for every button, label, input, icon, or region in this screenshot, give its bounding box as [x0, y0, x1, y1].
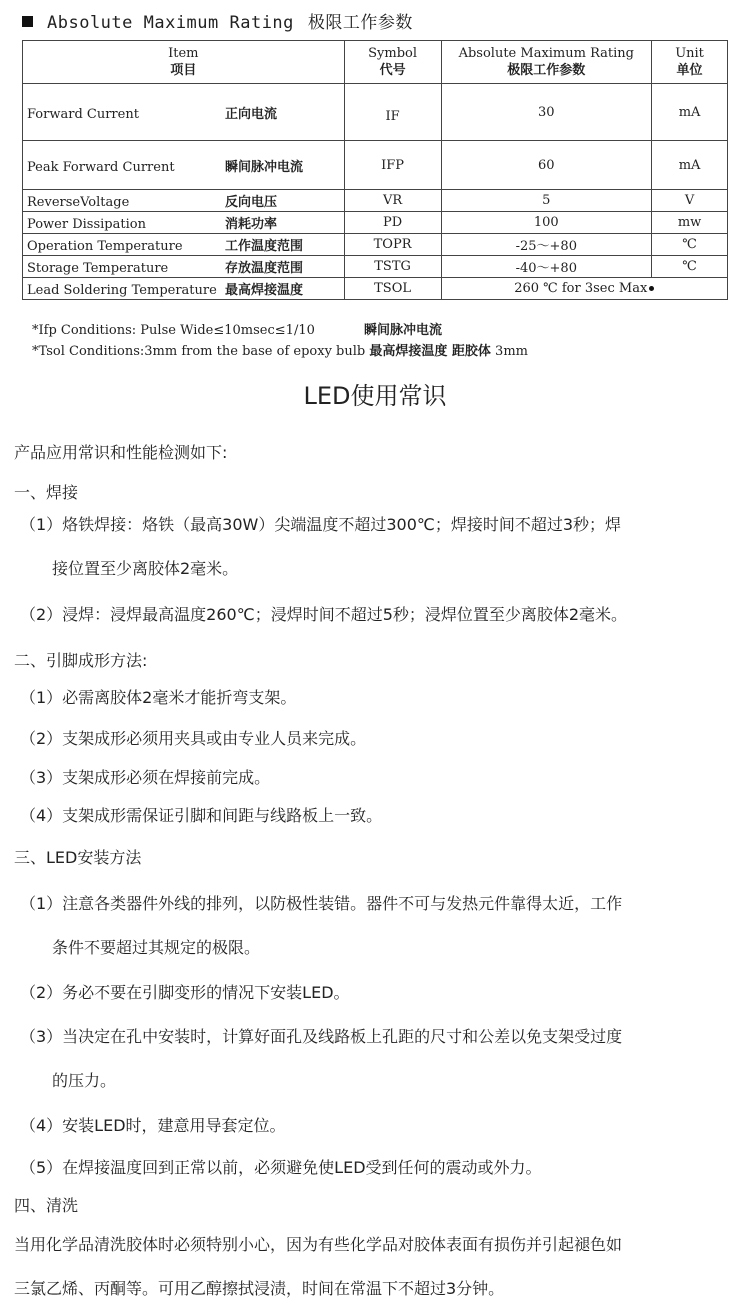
list-item: （4）支架成形需保证引脚和间距与线路板上一致。 — [20, 806, 383, 825]
list-item: 接位置至少离胶体2毫米。 — [52, 559, 239, 578]
list-item: （1）必需离胶体2毫米才能折弯支架。 — [20, 688, 297, 707]
list-item: （1）注意各类器件外线的排列，以防极性装错。器件不可与发热元件靠得太近，工作 — [20, 894, 623, 913]
header-item: Item 项目 — [23, 41, 345, 84]
title-cn: 极限工作参数 — [307, 13, 413, 33]
list-item: （2）支架成形必须用夹具或由专业人员来完成。 — [20, 729, 367, 748]
table-row: ReverseVoltage 反向电压 VR 5 V — [23, 190, 728, 212]
list-item: （2）浸焊：浸焊最高温度260℃；浸焊时间不超过5秒；浸焊位置至少离胶体2毫米。 — [20, 605, 628, 624]
page-title: LED使用常识 — [303, 382, 447, 410]
section-1-heading: 一、焊接 — [14, 483, 79, 502]
header-unit: Unit 单位 — [652, 41, 728, 84]
table-row: Operation Temperature 工作温度范围 TOPR -25～+80 ℃ — [23, 234, 728, 256]
section-heading-max-rating — [22, 8, 413, 33]
list-item: 条件不要超过其规定的极限。 — [52, 938, 261, 957]
list-item: 的压力。 — [52, 1071, 117, 1090]
table-row: Peak Forward Current 瞬间脉冲电流 IFP 60 mA — [23, 141, 728, 190]
bullet-dot-icon — [649, 286, 654, 291]
list-item: （1）烙铁焊接：烙铁（最高30W）尖端温度不超过300℃；焊接时间不超过3秒；焊 — [20, 515, 622, 534]
paragraph: 当用化学品清洗胶体时必须特别小心，因为有些化学品对胶体表面有损伤并引起褪色如 — [14, 1235, 623, 1254]
list-item: （3）支架成形必须在焊接前完成。 — [20, 768, 271, 787]
title-en: Absolute Maximum Rating — [47, 13, 294, 33]
table-row: Forward Current 正向电流 IF 30 mA — [23, 84, 728, 141]
intro-text: 产品应用常识和性能检测如下: — [14, 443, 228, 462]
max-rating-table — [22, 40, 728, 300]
table-row: Power Dissipation 消耗功率 PD 100 mw — [23, 212, 728, 234]
list-item: （5）在焊接温度回到正常以前，必须避免使LED受到任何的震动或外力。 — [20, 1158, 542, 1177]
header-rating: Absolute Maximum Rating 极限工作参数 — [441, 41, 652, 84]
list-item: （4）安装LED时，建意用导套定位。 — [20, 1116, 286, 1135]
list-item: （2）务必不要在引脚变形的情况下安装LED。 — [20, 983, 350, 1002]
square-bullet-icon — [22, 16, 33, 27]
section-3-heading: 三、LED安装方法 — [14, 848, 142, 867]
note-tsol: *Tsol Conditions:3mm from the base of epoxy bulb 最高焊接温度 距胶体 3mm — [32, 344, 528, 359]
table-notes — [32, 320, 528, 362]
list-item: （3）当决定在孔中安装时，计算好面孔及线路板上孔距的尺寸和公差以免支架受过度 — [20, 1027, 623, 1046]
table-header-row — [23, 41, 728, 84]
paragraph: 三氯乙烯、丙酮等。可用乙醇擦拭浸渍，时间在常温下不超过3分钟。 — [14, 1279, 505, 1298]
section-2-heading: 二、引脚成形方法: — [14, 651, 148, 670]
section-4-heading: 四、清洗 — [14, 1196, 79, 1215]
note-ifp: *Ifp Conditions: Pulse Wide≤10msec≤1/10 瞬间脉冲电流 — [32, 323, 443, 338]
header-symbol: Symbol 代号 — [344, 41, 441, 84]
table-row: Lead Soldering Temperature 最高焊接温度 TSOL 260 ℃ for 3sec Max — [23, 278, 728, 300]
table-row: Storage Temperature 存放温度范围 TSTG -40～+80 ℃ — [23, 256, 728, 278]
